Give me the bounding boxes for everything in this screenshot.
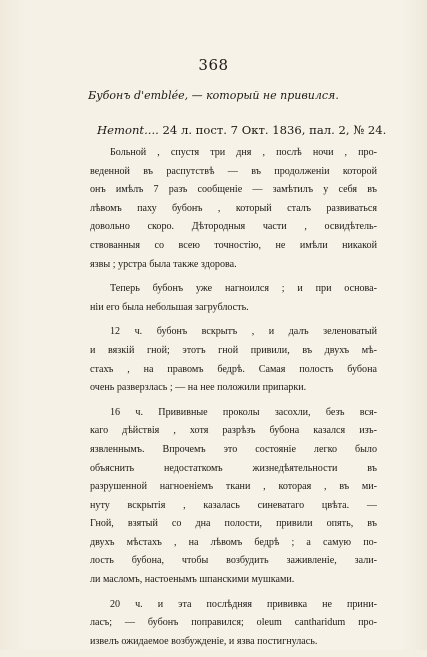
text-line: веденной въ распутствѣ — въ продолженiи которой bbox=[90, 165, 377, 177]
paragraph bbox=[90, 596, 377, 652]
case-details: 24 л. пост. 7 Окт. 1836, пал. 2, № 24. bbox=[158, 123, 387, 137]
text-line: 12 ч. бубонъ вскрытъ , и далъ зеленоватый bbox=[110, 326, 377, 338]
text-line: и вязкiй гной; этотъ гной привили, въ двухъ мѣ- bbox=[90, 344, 377, 356]
text-line: ствованныя со всею точностiю, не имѣли никакой bbox=[90, 239, 377, 251]
text-line: очень разверзлась ; — на нее положили припарки. bbox=[90, 382, 307, 394]
section-heading: Бубонъ d'emblée, — который не привился. bbox=[88, 89, 339, 102]
text-line: Теперь бубонъ уже нагноился ; и при основа- bbox=[110, 283, 377, 295]
text-line: 20 ч. и эта послѣдняя прививка не прини- bbox=[110, 598, 377, 610]
page-number: 368 bbox=[198, 56, 229, 74]
text-line: нiи его была небольшая загрублость. bbox=[90, 301, 249, 313]
paragraph bbox=[90, 404, 377, 590]
text-line: онъ имѣлъ 7 разъ сообщенiе — замѣтилъ у себя въ bbox=[90, 184, 377, 196]
text-line: извелъ ожидаемое возбужденiе, и язва постигнулась. bbox=[90, 635, 318, 647]
body-text bbox=[90, 144, 377, 657]
text-line: язвленнымъ. Впрочемъ это состоянiе легко было bbox=[90, 443, 377, 455]
case-header bbox=[97, 123, 397, 137]
text-line: двухъ мѣстахъ , на лѣвомъ бедрѣ ; а самую по- bbox=[90, 536, 377, 548]
text-line: лость бубона, чтобы возбудить заживленiе, зали- bbox=[90, 555, 377, 567]
text-line: 16 ч. Прививные проколы засохли, безъ вся- bbox=[110, 406, 377, 418]
text-line: лѣвомъ паху бубонъ , который сталъ развиваться bbox=[90, 202, 377, 214]
text-line: Гной, взятый со дна полости, привили опять, въ bbox=[90, 518, 377, 530]
text-line: стахъ , на правомъ бедрѣ. Самая полость бубона bbox=[90, 363, 377, 375]
patient-name: Hemont.... bbox=[97, 123, 159, 137]
paragraph bbox=[90, 280, 377, 317]
text-line: ли масломъ, настоенымъ шпанскими мушками. bbox=[90, 574, 295, 586]
paragraph bbox=[90, 323, 377, 397]
text-line: объяснить недостаткомъ жизнедѣятельности въ bbox=[90, 462, 377, 474]
text-line: Больной , спустя три дня , послѣ ночи , про- bbox=[110, 147, 377, 158]
text-line: довольно скоро. Дѣтородныя части , освидѣтель- bbox=[90, 221, 377, 233]
text-line: язвы ; урстра была также здорова. bbox=[90, 258, 237, 270]
text-line: каго дѣйствiя , хотя разрѣзъ бубона казался изъ- bbox=[90, 425, 377, 437]
text-line: нуту вскрытiя , казалась синеватаго цвѣта. — bbox=[90, 499, 377, 511]
paragraph bbox=[90, 144, 377, 274]
text-line: ласъ; — бубонъ поправился; oleum cantharidum про- bbox=[90, 617, 377, 629]
text-line: разрушенной нагноенiемъ ткани , которая , въ ми- bbox=[90, 481, 377, 493]
